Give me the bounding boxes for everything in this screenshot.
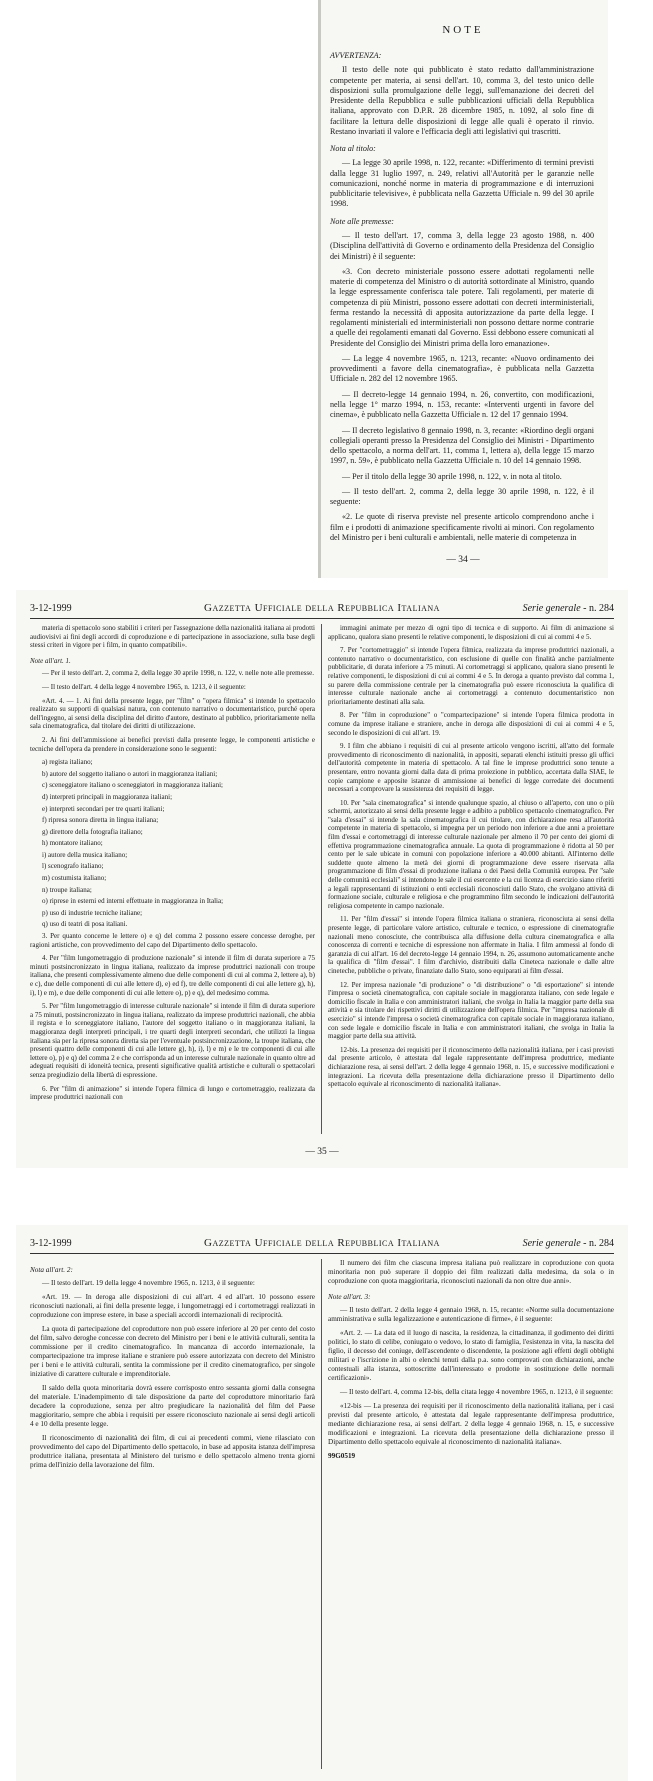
paragraph: q) uso di teatri di posa italiani. [42,920,128,929]
paragraph: n) troupe italiana; [42,885,92,894]
header-serie: Serie generale - n. 284 [522,603,614,614]
paragraph: — Il testo dell'art. 17, comma 3, della legge 23 agosto 1988, n. 400 (Disciplina dell'attività di Governo e ordinamento della Presidenza del Consiglio dei Ministri) è il seguente: [330,230,594,261]
paragraph: 8. Per "film in coproduzione" o "compartecipazione" si intende l'opera filmica prodotta in comune da imprese italiane e straniere, anche in deroga alle disposizioni di cui ai commi 4 e 5, secondo le disposizioni di cui all'art. 19. [328,711,614,737]
paragraph: 7. Per "cortometraggio" si intende l'opera filmica, realizzata da imprese produttrici nazionali, a contenuto narrativo o documentaristico, con esclusione di quelle con finalità anche parzialmente pubblicitarie, di durata inferiore a 75 minuti. Ai cortometraggi si applicano, qualora siano presenti le relative componenti, le disposizioni di cui ai commi 4 e 5. In deroga a quanto previsto dal comma 1, su parere della commissione centrale per la cinematografia può essere riconosciuta la qualifica di interesse culturale nazionale anche ai cortometraggi a contenuto documentaristico non prioritariamente destinati alla sala. [328,646,614,706]
paragraph: «Art. 19. — In deroga alle disposizioni di cui all'art. 4 ed all'art. 10 possono essere riconosciuti nazionali, ai fini della presente legge, i lungometraggi ed i cortometraggi realizzati in coproduzione con imprese estere, in base a speciali accordi internazionali di reciprocità. [30,1293,315,1319]
paragraph: La quota di partecipazione del coproduttore non può essere inferiore al 20 per cento del costo del film, salvo deroghe concesse con decreto del Ministro per i beni e le attività culturali, sentita la commissione per il credito cinematografico. In mancanza di accordo internazionale, la compartecipazione tra imprese italiane e straniere può essere autorizzata con decreto del Ministro per i beni e le attività culturali, sentita la commissione per il credito cinematografico, per singole iniziative di carattere culturale e imprenditoriale. [30,1325,315,1378]
paragraph: — Il decreto-legge 14 gennaio 1994, n. 26, convertito, con modificazioni, nella legge 1° marzo 1994, n. 153, recante: «Interventi urgenti in favore del cinema», è pubblicato nella Gazzetta Ufficiale n. 12 del 17 gennaio 1994. [330,389,594,420]
paragraph: d) interpreti principali in maggioranza italiani; [42,792,173,801]
paragraph: — La legge 4 novembre 1965, n. 1213, recante: «Nuovo ordinamento dei provvedimenti a favore della cinematografia», è pubblicata nella Gazzetta Ufficiale n. 282 del 12 novembre 1965. [330,353,594,384]
header-serie: Serie generale - n. 284 [522,1238,614,1249]
paragraph: 2. Ai fini dell'ammissione ai benefici previsti dalla presente legge, le componenti artistiche e tecniche dell'opera da prendere in considerazione sono le seguenti: [30,735,315,753]
paragraph: 5. Per "film lungometraggio di interesse culturale nazionale" si intende il film di durata superiore a 75 minuti, postsincronizzato in lingua italiana, realizzato da imprese produttrici nazionali, che abbia il regista e lo sceneggiatore italiano, l'autore del soggetto italiano o in maggioranza italiani, la maggioranza degli interpreti principali, i tre quarti degli interpreti secondari, che utilizzi la lingua italiana sia per la ripresa sonora diretta sia per l'eventuale postsincronizzazione, la troupe italiana, che presenti quattro delle componenti di cui alle lettere g), h), i), l) e m) e le tre componenti di cui alle lettere o), p) e q) del comma 2 e che corrisponda ad un interesse culturale nazionale in quanto oltre ad adeguati requisiti di idoneità tecnica, presenti significative qualità artistiche e culturali o spettacolari senza pregiudizio della libertà di espressione. [30,1002,315,1079]
paragraph: — Il testo dell'art. 4 della legge 4 novembre 1965, n. 1213, è il seguente: [42,682,246,691]
paragraph: 3. Per quanto concerne le lettere o) e q) del comma 2 possono essere concesse deroghe, per ragioni artistiche, con provvedimento del capo del Dipartimento dello spettacolo. [30,932,315,949]
paragraph: Il riconoscimento di nazionalità dei film, di cui ai precedenti commi, viene rilasciato con provvedimento del capo del Dipartimento dello spettacolo, in base ad apposita istanza dell'impresa produttrice italiana, presentata al Ministero del turismo e dello spettacolo almeno trenta giorni prima dell'inizio della lavorazione del film. [30,1434,315,1469]
notes-title: NOTE [442,24,484,36]
paragraph: «12-bis — La presenza dei requisiti per il riconoscimento della nazionalità italiana, per i casi previsti dal presente articolo, è attestata dal legale rappresentante dell'impresa produttrice, mediante dichiarazione resa, ai sensi dell'art. 2 della legge 4 gennaio 1968, n. 15, e successive modificazioni e integrazioni. La ricevuta della presentazione della dichiarazione presso il Dipartimento dello spettacolo equivale al riconoscimento di nazionalità italiana». [328,1402,614,1446]
paragraph: Note alle premesse: [330,216,394,226]
notes-column [330,44,594,544]
paragraph: immagini animate per mezzo di ogni tipo di tecnica e di supporto. Ai film di animazione si applicano, qualora siano presenti le relative componenti, le disposizioni di cui ai commi 4 e 5. [328,624,614,641]
paragraph: 12. Per impresa nazionale "di produzione" o "di distribuzione" o "di esportazione" si intende l'impresa o società cinematografica, con capitale sociale in maggioranza italiano, con sede legale e domicilio fiscale in Italia e con amministratori italiani, che svolga in Italia la maggior parte della sua attività e sia titolare dei rispettivi diritti di utilizzazione dell'opera filmica. Per "impresa nazionale di esercizio" si intende l'impresa o società cinematografica con capitale sociale in maggioranza italiano, con sede legale e domicilio fiscale in Italia e con amministratori italiani, che svolga in Italia la maggior parte della sua attività. [328,980,614,1041]
paragraph: e) interpreti secondari per tre quarti italiani; [42,804,165,813]
paragraph: 9. I film che abbiano i requisiti di cui al presente articolo vengono iscritti, all'atto del formale provvedimento di riconoscimento di nazionalità, in appositi, separati elenchi istituiti presso gli uffici dell'autorità competente in materia di spettacolo. A tal fine le imprese produttrici sono tenute a presentare, entro novanta giorni dalla data di prima proiezione in pubblico, accertata dalla SIAE, le copie campione e apposite istanze di ammissione ai benefici di legge corredate dei documenti necessari a comprovare la sussistenza dei requisiti di legge. [328,742,614,794]
paragraph: «3. Con decreto ministeriale possono essere adottati regolamenti nelle materie di competenza del Ministro o di autorità sottordinate al Ministro, quando la legge espressamente conferisca tale potere. Tali regolamenti, per materie di competenza di più Ministri, possono essere adottati con decreti interministeriali, ferma restando la necessità di apposita autorizzazione da parte della legge. I regolamenti ministeriali ed interministeriali non possono dettare norme contrarie a quelle dei regolamenti emanati dal Governo. Essi debbono essere comunicati al Presidente del Consiglio dei Ministri prima della loro emanazione». [330,266,594,348]
header-rule [30,1253,614,1254]
paragraph: «Art. 2. — La data ed il luogo di nascita, la residenza, la cittadinanza, il godimento dei diritti politici, lo stato di celibe, coniugato o vedovo, lo stato di famiglia, l'esistenza in vita, la nascita del figlio, il decesso del coniuge, dell'ascendente o discendente, la posizione agli effetti degli obblighi militari e l'iscrizione in albi o elenchi tenuti dalla p.a. sono comprovati con dichiarazioni, anche contestuali alla istanza, sottoscritte dall'interessato e prodotte in sostituzione delle normali certificazioni». [328,1329,614,1382]
paragraph: h) montatore italiano; [42,839,103,848]
page-number: — 35 — [305,1147,339,1157]
page-number: — 34 — [446,555,480,565]
paragraph: — Il testo dell'art. 2, comma 2, della legge 30 aprile 1998, n. 122, è il seguente: [330,486,594,507]
paragraph: Il testo delle note qui pubblicato è stato redatto dall'amministrazione competente per materia, ai sensi dell'art. 10, comma 3, del testo unico delle disposizioni sulla promulgazione delle leggi, sull'emanazione dei decreti del Presidente della Repubblica e sulle pubblicazioni ufficiali della Repubblica italiana, approvato con D.P.R. 28 dicembre 1985, n. 1092, al solo fine di facilitare la lettura delle disposizioni di legge alle quali è operato il rinvio. Restano invariati il valore e l'efficacia degli atti legislativi qui trascritti. [330,65,594,136]
paragraph: — Il decreto legislativo 8 gennaio 1998, n. 3, recante: «Riordino degli organi collegiali operanti presso la Presidenza del Consiglio dei Ministri - Dipartimento dello spettacolo, a norma dell'art. 11, comma 1, lettera a), della legge 15 marzo 1997, n. 59», è pubblicato nella Gazzetta Ufficiale n. 10 del 14 gennaio 1998. [330,425,594,466]
header-date: 3-12-1999 [30,1238,72,1249]
paragraph: g) direttore della fotografia italiano; [42,827,143,836]
paragraph: Il saldo della quota minoritaria dovrà essere corrisposto entro sessanta giorni dalla consegna del materiale. L'inadempimento di tale disposizione da parte del coproduttore minoritario farà decadere la coproduzione, senza per altro pregiudicare la nazionalità del film del Paese maggioritario, sempre che abbia i requisiti per essere riconosciuto nazionale ai sensi degli articoli 4 e 10 della presente legge. [30,1384,315,1428]
column-divider [321,1259,322,1769]
paragraph: i) autore della musica italiano; [42,850,128,859]
paragraph: Nota al titolo: [330,144,376,154]
paragraph: 4. Per "film lungometraggio di produzione nazionale" si intende il film di durata superiore a 75 minuti postsincronizzato in lingua italiana, realizzato da imprese produttrici nazionali con troupe italiana, che presenti complessivamente almeno due delle componenti di cui al comma 2, lettere a), b) e c), due delle componenti di cui alle lettere d), e) ed f), tre delle componenti di cui alle lettere g), h), i), l) e m), e due delle componenti di cui alle lettere o), p) e q), del medesimo comma. [30,954,315,997]
paragraph: p) uso di industrie tecniche italiane; [42,908,143,917]
paragraph: — La legge 30 aprile 1998, n. 122, recante: «Differimento di termini previsti dalla legge 31 luglio 1997, n. 249, relativi all'Autorità per le garanzie nelle comunicazioni, nonché norme in materia di programmazione e di interruzioni pubblicitarie televisive», è pubblicata nella Gazzetta Ufficiale n. 99 del 30 aprile 1998. [330,158,594,209]
header-gazette: Gazzetta Ufficiale della Repubblica Italiana [204,602,440,614]
paragraph: — Il testo dell'art. 4, comma 12-bis, della citata legge 4 novembre 1965, n. 1213, è il seguente: [340,1388,613,1396]
paragraph: 11. Per "film d'essai" si intende l'opera filmica italiana o straniera, riconosciuta ai sensi della presente legge, di particolare valore artistico, culturale e tecnico, o espressione di cinematografie nazionali meno conosciute, che contribuisca alla diffusione della cultura cinematografica e alla conoscenza di correnti e tecniche di espressione non affermate in Italia. I film ammessi al fondo di garanzia di cui all'art. 16 del decreto-legge 14 gennaio 1994, n. 26, assumono automaticamente anche la qualifica di "film d'essai". I film d'archivio, distribuiti dalla Cineteca nazionale e dalle altre cineteche, pubbliche o private, finanziate dallo Stato, sono equiparati ai film d'essai. [328,915,614,975]
right-column [328,624,614,1134]
paragraph: Nota all'art. 2: [30,1266,73,1274]
paragraph: — Per il titolo della legge 30 aprile 1998, n. 122, v. in nota al titolo. [342,471,562,481]
paragraph: materia di spettacolo sono stabiliti i criteri per l'assegnazione della nazionalità italiana ai prodotti audiovisivi ai fini degli accordi di coproduzione e di partecipazione in associazione, sulla base degli stessi criteri in vigore per i film, in quanto compatibili». [30,624,315,650]
page-header [30,1237,614,1250]
left-column [30,624,315,1134]
paragraph: «2. Le quote di riserva previste nel presente articolo comprendono anche i film e i prodotti di animazione specificamente rivolti ai minori. Con regolamento del Ministro per i beni culturali e ambientali, nelle materie di competenza in [330,512,594,542]
page-36 [16,1225,628,1781]
paragraph: Note all'art. 3: [328,1293,371,1301]
paragraph: f) ripresa sonora diretta in lingua italiana; [42,816,159,825]
header-rule [30,618,614,619]
paragraph: o) riprese in esterni ed interni effettuate in maggioranza in Italia; [42,897,224,906]
paragraph: — Per il testo dell'art. 2, comma 2, della legge 30 aprile 1998, n. 122, v. nelle note alle premesse. [42,669,314,678]
paragraph: a) regista italiano; [42,758,93,767]
paragraph: b) autore del soggetto italiano o autori in maggioranza italiani; [42,769,218,778]
header-date: 3-12-1999 [30,603,72,614]
page-header [30,602,614,615]
paragraph: «Art. 4. — 1. Ai fini della presente legge, per "film" o "opera filmica" si intende lo spettacolo realizzato su supporti di qualsiasi natura, con contenuto narrativo o documentaristico, purché opera dell'ingegno, ai sensi della disciplina del diritto d'autore, destinato al pubblico, prioritariamente nella sala cinematografica, dal titolare dei diritti di utilizzazione. [30,696,315,731]
paragraph: Il numero dei film che ciascuna impresa italiana può realizzare in coproduzione con quota minoritaria non può superare il doppio dei film realizzati dalla medesima, da sola o in coproduzione con quota maggioritaria, riconosciuti nazionali da non oltre due anni». [328,1259,614,1285]
paragraph: c) sceneggiatore italiano o sceneggiatori in maggioranza italiani; [42,781,223,790]
paragraph: 12-bis. La presenza dei requisiti per il riconoscimento della nazionalità italiana, per i casi previsti dal presente articolo, è attestata dal legale rappresentante dell'impresa produttrice, mediante dichiarazione resa, ai sensi dell'art. 2 della legge 4 gennaio 1968, n. 15, e successive modificazioni e integrazioni. La ricevuta della presentazione della dichiarazione presso il Dipartimento dello spettacolo equivale al riconoscimento di nazionalità italiana». [328,1045,614,1089]
page-34 [318,0,608,578]
paragraph: 6. Per "film di animazione" si intende l'opera filmica di lungo e cortometraggio, realizzata da imprese produttrici nazionali con [30,1084,315,1102]
paragraph: AVVERTENZA: [330,51,382,60]
paragraph: l) scenografo italiano; [42,862,104,871]
paragraph: — Il testo dell'art. 19 della legge 4 novembre 1965, n. 1213, è il seguente: [42,1279,255,1287]
header-gazette: Gazzetta Ufficiale della Repubblica Italiana [204,1237,440,1249]
paragraph: — Il testo dell'art. 2 della legge 4 gennaio 1968, n. 15, recante: «Norme sulla documentazione amministrativa e sulla legalizzazione e autenticazione di firme», è il seguente: [328,1306,614,1323]
page-35 [16,590,628,1168]
paragraph: Note all'art. 1. [30,656,71,665]
left-column [30,1259,315,1769]
paragraph: 10. Per "sala cinematografica" si intende qualunque spazio, al chiuso o all'aperto, con uno o più schermi, autorizzato ai sensi della presente legge e adibito a pubblico spettacolo cinematografico. Per "sala d'essai" si intende la sala cinematografica il cui titolare, con dichiarazione resa all'autorità competente in materia di spettacolo, si impegna per un periodo non inferiore a due anni a proiettare film d'essai e cortometraggi di interesse culturale nazionale per almeno il 70 per cento dei giorni di effettiva programmazione cinematografica annuale. La quota di programmazione è ridotta al 50 per cento per le sale ubicate in comuni con popolazione inferiore a 40.000 abitanti. All'interno delle suddette quote almeno la metà dei giorni di programmazione deve essere riservata alla programmazione di film d'essai di produzione italiana o dei Paesi della Comunità europea. Per "sale delle comunità ecclesiali" si intendono le sale il cui esercente e la cui licenza di esercizio siano riferiti a legali rappresentanti di istituzioni o enti ecclesiali riconosciuti dallo Stato, che svolgano attività di formazione sociale, culturale e religiosa e che programmino film secondo le indicazioni dell'autorità religiosa competente in campo nazionale. [328,798,614,910]
paragraph: m) costumista italiano; [42,874,107,883]
scan-edge [318,0,321,578]
paragraph: 99G0519 [328,1452,356,1460]
right-column [328,1259,614,1769]
column-divider [321,624,322,1134]
